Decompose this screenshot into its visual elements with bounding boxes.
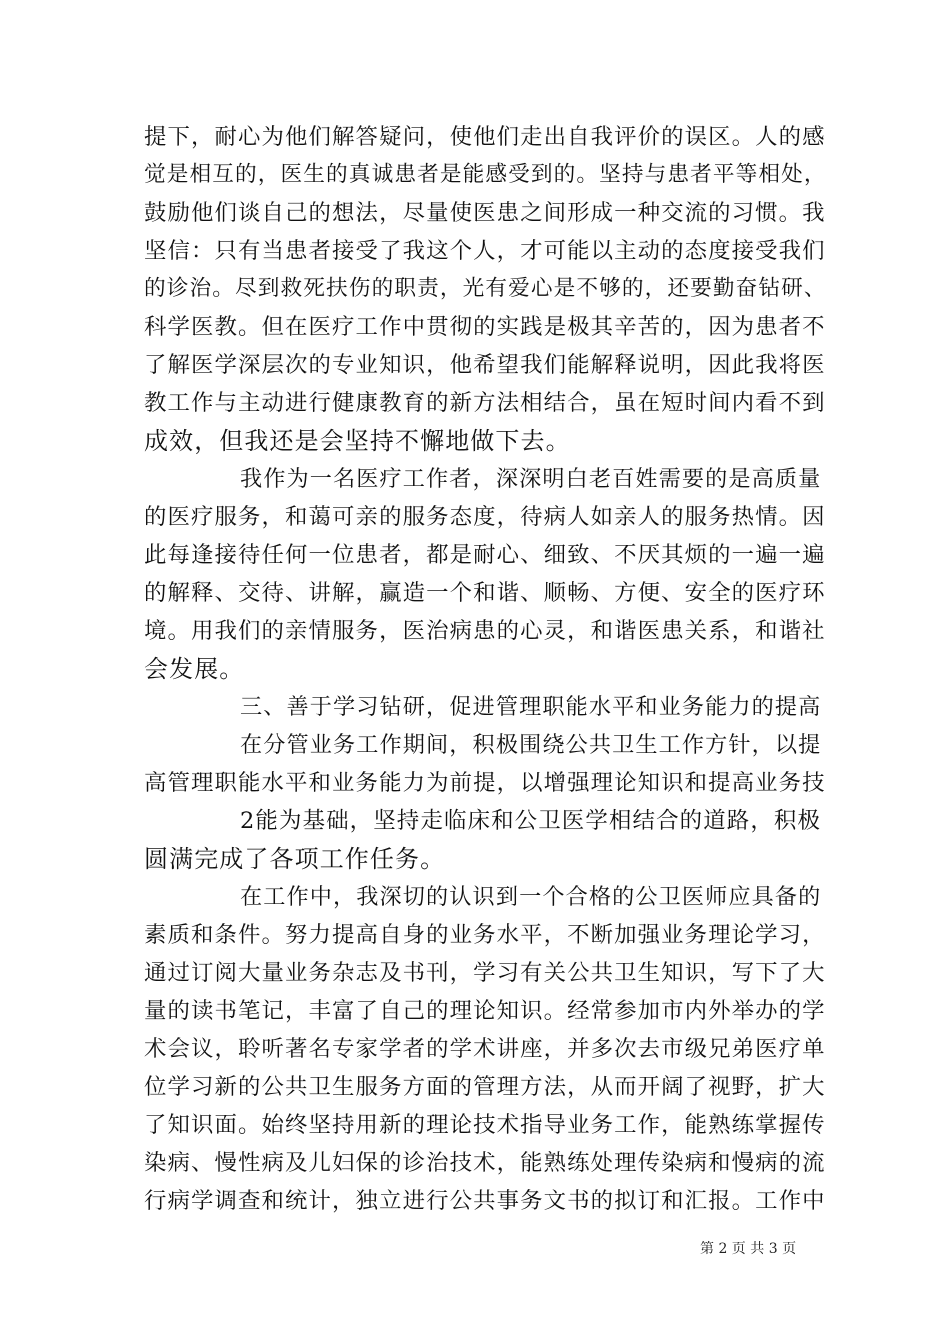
text-line: 的解释、交待、讲解，赢造一个和谐、顺畅、方便、安全的医疗环 xyxy=(144,580,826,606)
page-number-footer: 第 2 页 共 3 页 xyxy=(700,1241,797,1257)
text-line: 此每逢接待任何一位患者，都是耐心、细致、不厌其烦的一遍一遍 xyxy=(144,542,826,568)
paragraph-first-line: 在分管业务工作期间，积极围绕公共卫生工作方针，以提 xyxy=(240,732,822,758)
section-heading: 三、善于学习钻研，促进管理职能水平和业务能力的提高 xyxy=(240,694,822,720)
paragraph-first-line: 我作为一名医疗工作者，深深明白老百姓需要的是高质量 xyxy=(240,466,822,492)
text-line: 圆满完成了各项工作任务。 xyxy=(144,845,446,873)
text-line: 量的读书笔记，丰富了自己的理论知识。经常参加市内外举办的学 xyxy=(144,998,826,1024)
text-line: 觉是相互的，医生的真诚患者是能感受到的。坚持与患者平等相处， xyxy=(144,162,827,187)
paragraph-first-line: 在工作中，我深切的认识到一个合格的公卫医师应具备的 xyxy=(240,884,822,910)
text-line: 境。用我们的亲情服务，医治病患的心灵，和谐医患关系，和谐社 xyxy=(144,618,826,644)
text-line: 行病学调查和统计，独立进行公共事务文书的拟订和汇报。工作中 xyxy=(144,1188,826,1214)
text-line: 的医疗服务，和蔼可亲的服务态度，待病人如亲人的服务热情。因 xyxy=(144,504,826,530)
text-line: 素质和条件。努力提高自身的业务水平，不断加强业务理论学习， xyxy=(144,922,826,948)
text-line: 会发展。 xyxy=(144,655,245,683)
text-line: 高管理职能水平和业务能力为前提，以增强理论知识和提高业务技 xyxy=(144,770,826,796)
text-line: 的诊治。尽到救死扶伤的职责，光有爱心是不够的，还要勤奋钻研、 xyxy=(144,276,827,301)
text-line: 位学习新的公共卫生服务方面的管理方法，从而开阔了视野，扩大 xyxy=(144,1074,826,1100)
text-line: 教工作与主动进行健康教育的新方法相结合，虽在短时间内看不到 xyxy=(144,390,826,416)
text-line: 2能为基础，坚持走临床和公卫医学相结合的道路，积极 xyxy=(240,808,822,834)
text-line: 了知识面。始终坚持用新的理论技术指导业务工作，能熟练掌握传 xyxy=(144,1112,826,1138)
text-line: 坚信：只有当患者接受了我这个人，才可能以主动的态度接受我们 xyxy=(144,238,826,264)
text-line: 科学医教。但在医疗工作中贯彻的实践是极其辛苦的，因为患者不 xyxy=(144,314,826,340)
text-line: 提下，耐心为他们解答疑问，使他们走出自我评价的误区。人的感 xyxy=(144,124,826,150)
text-line: 术会议，聆听著名专家学者的学术讲座，并多次去市级兄弟医疗单 xyxy=(144,1036,826,1062)
text-line: 鼓励他们谈自己的想法，尽量使医患之间形成一种交流的习惯。我 xyxy=(144,200,826,226)
text-line: 染病、慢性病及儿妇保的诊治技术，能熟练处理传染病和慢病的流 xyxy=(144,1150,826,1176)
text-line: 成效，但我还是会坚持不懈地做下去。 xyxy=(144,427,571,455)
text-line: 了解医学深层次的专业知识，他希望我们能解释说明，因此我将医 xyxy=(144,352,826,378)
text-line: 通过订阅大量业务杂志及书刊，学习有关公共卫生知识，写下了大 xyxy=(144,960,826,986)
